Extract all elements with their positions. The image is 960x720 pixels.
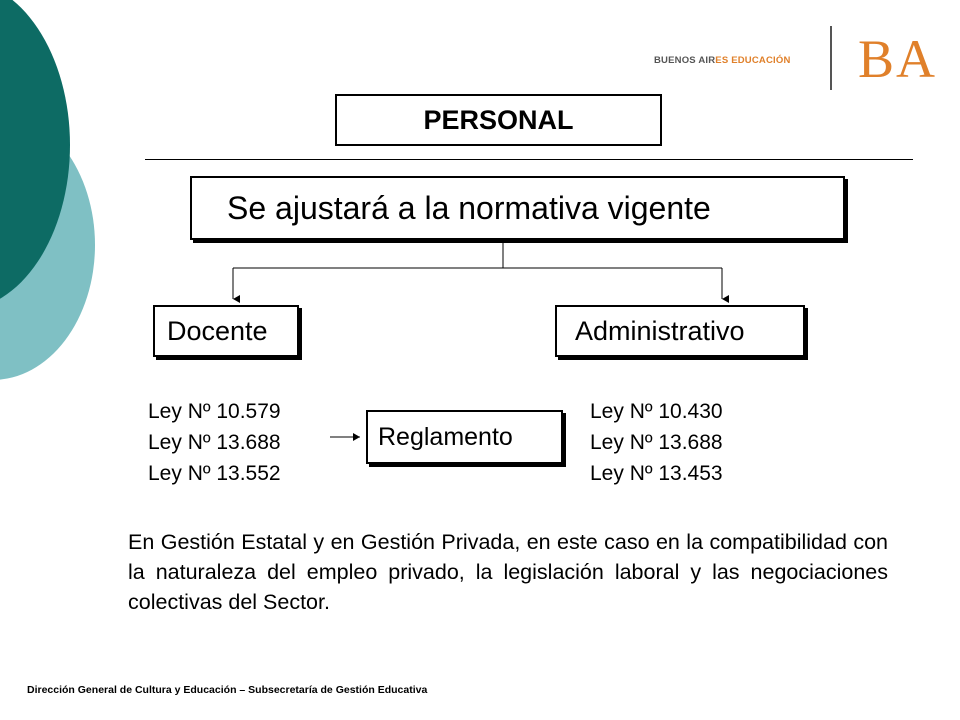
logo-text-b: ES EDUCACIÓN <box>715 55 791 66</box>
description-paragraph: En Gestión Estatal y en Gestión Privada, en este caso en la compatibilidad con la naturaleza del empleo privado, la legislación laboral y las negociaciones colectivas del Sector. <box>128 530 888 614</box>
law-item: Ley Nº 13.453 <box>590 462 723 485</box>
normativa-text: Se ajustará a la normativa vigente <box>227 189 711 226</box>
logo-text-a: BUENOS AIR <box>654 55 716 66</box>
law-item: Ley Nº 13.688 <box>590 431 723 454</box>
reglamento-box <box>366 410 563 464</box>
page-title-text: PERSONAL <box>423 104 574 135</box>
left-law-list <box>148 396 281 489</box>
administrativo-label: Administrativo <box>575 315 745 346</box>
law-item: Ley Nº 10.430 <box>590 400 723 423</box>
right-law-list <box>590 396 723 489</box>
reglamento-label: Reglamento <box>378 422 513 451</box>
law-item: Ley Nº 13.552 <box>148 462 281 485</box>
law-item: Ley Nº 10.579 <box>148 400 281 423</box>
logo-mark: BA <box>858 29 938 89</box>
docente-label: Docente <box>167 315 268 346</box>
law-item: Ley Nº 13.688 <box>148 431 281 454</box>
docente-box <box>153 305 299 357</box>
administrativo-box <box>555 305 805 357</box>
footer-text: Dirección General de Cultura y Educación – Subsecretaría de Gestión Educativa <box>27 684 428 696</box>
